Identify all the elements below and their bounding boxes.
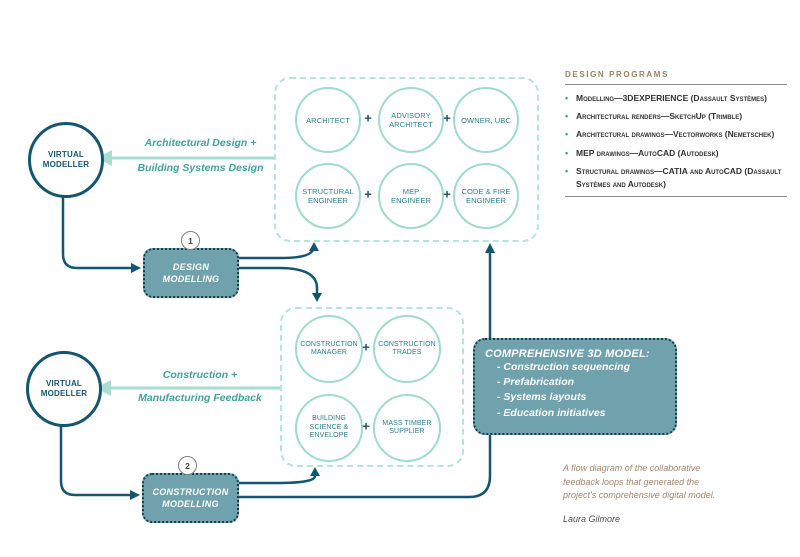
program-item [565, 92, 787, 105]
divider [565, 84, 787, 85]
comprehensive-model-item: - Prefabrication [497, 376, 575, 389]
plus-sign: + [364, 110, 372, 126]
plus-sign: + [362, 339, 370, 355]
modeller2-to-construction-modelling-line [61, 421, 130, 495]
program-item-text: Architectural renders—SketchUp (Trimble) [576, 111, 743, 122]
construction-modelling-to-construction-team-line [234, 476, 315, 483]
mass-timber-supplier-label: MASS TIMBER SUPPLIER [382, 419, 432, 435]
step-2-number: 2 [185, 460, 190, 471]
design-modelling-label: DESIGN MODELLING [162, 261, 220, 284]
design-programs-title: DESIGN PROGRAMS [565, 70, 670, 79]
design-programs-list [565, 92, 787, 191]
construction-team-box [280, 307, 464, 467]
virtual-modeller-design-circle [28, 122, 104, 198]
comprehensive-3d-model-title: COMPREHENSIVE 3D MODEL: [485, 348, 650, 360]
step-1-badge [181, 231, 200, 250]
program-item [565, 165, 787, 191]
step-2-badge [178, 456, 197, 475]
virtual-modeller-construction-label: VIRTUAL MODELLER [40, 379, 88, 398]
design-modelling-to-construction-team-line [235, 268, 317, 293]
comprehensive-3d-model-box [473, 338, 677, 435]
comprehensive-model-item: - Systems layouts [497, 391, 587, 404]
plus-sign: + [443, 186, 451, 202]
figure-author: Laura Gilmore [563, 514, 621, 524]
owner-ubc-label: OWNER, UBC [461, 115, 511, 125]
program-item-text: Structural drawings—CATIA and AutoCAD (Dassault Systèmes and Autodesk) [576, 165, 782, 189]
bullet-icon: • [565, 111, 569, 122]
mep-engineer-label: MEP ENGINEER [391, 187, 431, 205]
plus-sign: + [364, 186, 372, 202]
construction-modelling-label: CONSTRUCTION MODELLING [152, 486, 229, 509]
code-fire-engineer-label: CODE & FIRE ENGINEER [461, 187, 511, 205]
construction-feedback-label-line2: Manufacturing Feedback [138, 392, 262, 404]
advisory-architect-label: ADVISORY ARCHITECT [389, 111, 433, 129]
virtual-modeller-construction-circle [26, 351, 102, 427]
step-1-number: 1 [188, 235, 193, 246]
virtual-modeller-design-label: VIRTUAL MODELLER [42, 150, 90, 169]
plus-sign: + [443, 110, 451, 126]
bullet-icon: • [565, 165, 569, 176]
plus-sign: + [362, 418, 370, 434]
comprehensive-model-item: - Education initiatives [497, 406, 606, 419]
program-item-text: Modelling—3DEXPERIENCE (Dassault Systèmes) [576, 93, 767, 103]
design-feedback-label-line1: Architectural Design + [144, 137, 257, 149]
architect-label: ARCHITECT [306, 115, 350, 125]
modeller1-to-design-modelling-line [63, 192, 131, 268]
structural-engineer-label: STRUCTURAL ENGINEER [302, 187, 354, 205]
program-item [565, 128, 787, 141]
bullet-icon: • [565, 129, 569, 140]
program-item-text: MEP drawings—AutoCAD (Autodesk) [576, 147, 719, 158]
building-science-envelope-label: BUILDING SCIENCE & ENVELOPE [309, 415, 349, 440]
construction-manager-label: CONSTRUCTION MANAGER [300, 340, 358, 356]
construction-modelling-box [142, 473, 239, 523]
bullet-icon: • [565, 147, 569, 158]
program-item-text: Architectural drawings—Vectorworks (Nemetschek) [576, 129, 775, 140]
divider [565, 196, 787, 197]
design-team-box [274, 77, 539, 242]
construction-feedback-label-line1: Construction + [162, 369, 238, 381]
bullet-icon: • [565, 93, 569, 103]
construction-trades-label: CONSTRUCTION TRADES [378, 340, 436, 356]
design-programs-panel [565, 70, 787, 204]
design-modelling-to-design-team-line [235, 250, 313, 258]
program-item [565, 110, 787, 123]
program-item [565, 147, 787, 160]
comprehensive-model-item: - Construction sequencing [497, 361, 631, 373]
design-feedback-label-line2: Building Systems Design [137, 162, 264, 174]
design-modelling-box [143, 248, 239, 298]
figure-caption: A flow diagram of the collaborative feedback loops that generated the project's comprehensive digital model. [563, 463, 716, 500]
